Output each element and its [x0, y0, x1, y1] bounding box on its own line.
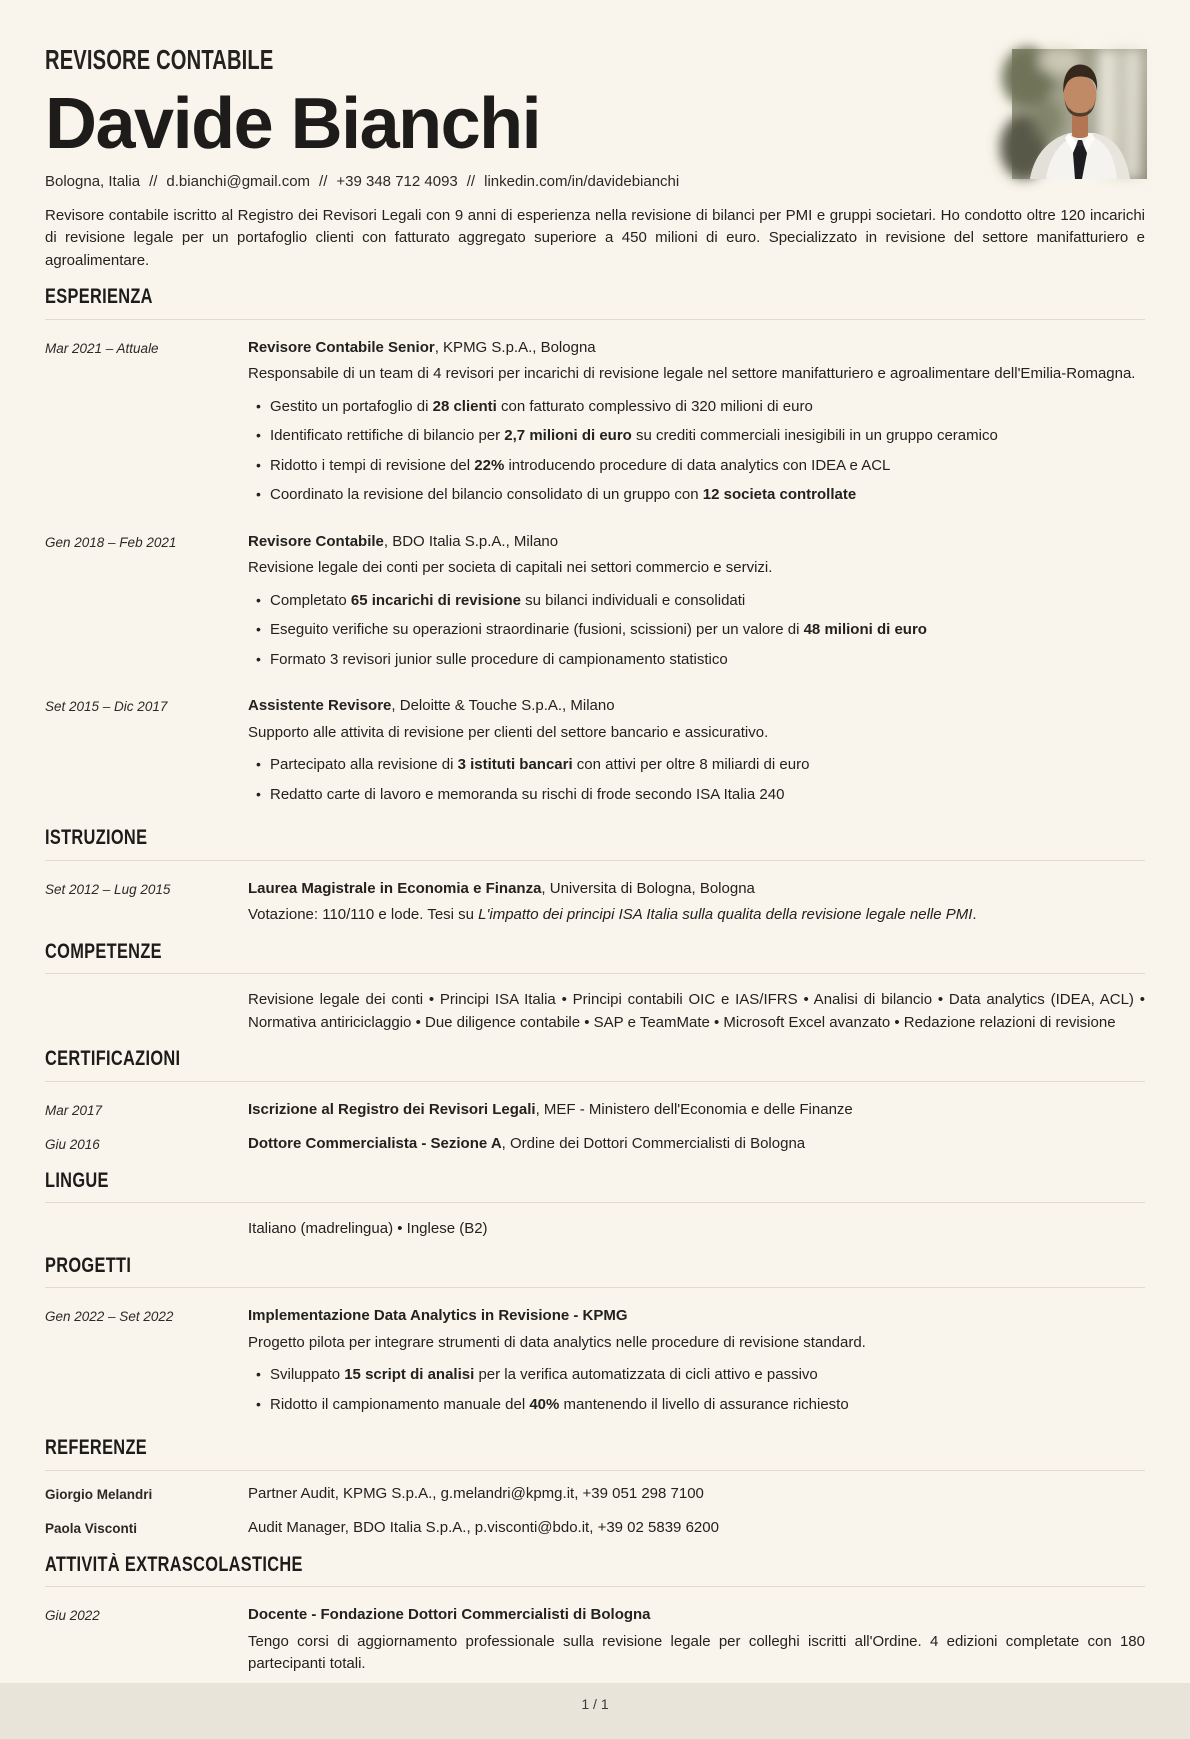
entry-description: Revisione legale dei conti per societa di capitali nei settori commercio e servizi.: [248, 559, 773, 576]
bullet-item: • Coordinato la revisione del bilancio consolidato di un gruppo con 12 societa controllate: [270, 484, 1145, 507]
entry-heading: Dottore Commercialista - Sezione A, Ordine dei Dottori Commercialisti di Bologna: [248, 1135, 806, 1152]
entry-date: Set 2012 – Lug 2015: [45, 881, 171, 897]
profile-photo: [1012, 49, 1147, 179]
entry-description: Progetto pilota per integrare strumenti di data analytics nelle procedure di revisione standard.: [248, 1333, 866, 1351]
contact-location: Bologna, Italia: [45, 173, 141, 190]
section-title: COMPETENZE: [45, 939, 162, 963]
section-title: PROGETTI: [45, 1253, 132, 1277]
candidate-name: Davide Bianchi: [45, 84, 541, 164]
bullet-item: • Identificato rettifiche di bilancio per 2,7 milioni di euro su crediti commerciali inesigibili in un gruppo ceramico: [270, 425, 1145, 448]
reference-detail: Partner Audit, KPMG S.p.A., g.melandri@kpmg.it, +39 051 298 7100: [248, 1484, 704, 1502]
entry-heading: Revisore Contabile, BDO Italia S.p.A., Milano: [248, 532, 559, 550]
section-title: ISTRUZIONE: [45, 826, 148, 849]
bullet-item: • Ridotto i tempi di revisione del 22% introducendo procedure di data analytics con IDEA e ACL: [270, 455, 1145, 478]
reference-detail: Audit Manager, BDO Italia S.p.A., p.visconti@bdo.it, +39 02 5839 6200: [248, 1519, 719, 1536]
certification-entry: [45, 1133, 1145, 1156]
entry-date: Set 2015 – Dic 2017: [45, 699, 168, 714]
section-title: ESPERIENZA: [45, 285, 153, 308]
section-progetti: [45, 1255, 1145, 1424]
portrait-illustration: [1012, 49, 1147, 179]
bullet-item: • Eseguito verifiche su operazioni straordinarie (fusioni, scissioni) per un valore di 48 milioni di euro: [270, 619, 1145, 642]
resume-header: [45, 46, 1145, 272]
entry-heading: Revisore Contabile Senior, KPMG S.p.A., Bologna: [248, 338, 596, 356]
contact-linkedin: linkedin.com/in/davidebianchi: [484, 173, 680, 190]
section-istruzione: [45, 827, 1145, 927]
section-title: CERTIFICAZIONI: [45, 1047, 181, 1070]
certification-entry: [45, 1099, 1145, 1122]
entry-description: Responsabile di un team di 4 revisori per incarichi di revisione legale nel settore manifatturiero e agroalimentare dell'Emilia-Romagna.: [248, 365, 1136, 382]
entry-date: Mar 2017: [45, 1102, 103, 1118]
project-entry: [45, 1305, 1145, 1423]
bullet-item: • Formato 3 revisori junior sulle procedure di campionamento statistico: [270, 649, 1145, 672]
entry-heading: Laurea Magistrale in Economia e Finanza, Universita di Bologna, Bologna: [248, 879, 755, 897]
section-title: ATTIVITÀ EXTRASCOLASTICHE: [45, 1552, 303, 1576]
professional-summary: Revisore contabile iscritto al Registro dei Revisori Legali con 9 anni di esperienza nella revisione di bilanci per PMI e gruppi societari. Ho condotto oltre 120 incarichi di revisione legale per un portafoglio clienti con fatturato aggregato superiore a 450 milioni di euro. Specializzato in revisione del settore manifatturiero e agroalimentare.: [45, 206, 1145, 269]
bullet-item: • Gestito un portafoglio di 28 clienti con fatturato complessivo di 320 milioni di euro: [270, 396, 1145, 419]
section-competenze: [45, 941, 1145, 1035]
contact-separator: //: [149, 173, 158, 190]
section-lingue: [45, 1170, 1145, 1241]
reference-name: Giorgio Melandri: [45, 1486, 153, 1502]
entry-heading: Assistente Revisore, Deloitte & Touche S.p.A., Milano: [248, 697, 615, 714]
job-title-overline: REVISORE CONTABILE: [45, 44, 274, 75]
entry-description: Tengo corsi di aggiornamento professionale sulla revisione legale per colleghi iscritti all'Ordine. 4 edizioni completate con 180 partecipanti totali.: [248, 1632, 1145, 1672]
languages-list: Italiano (madrelingua) • Inglese (B2): [248, 1220, 488, 1237]
entry-description: Supporto alle attivita di revisione per clienti del settore bancario e assicurativo.: [248, 723, 769, 741]
entry-description: Votazione: 110/110 e lode. Tesi su L'impatto dei principi ISA Italia sulla qualita della revisione legale nelle PMI.: [248, 906, 977, 923]
bullet-item: • Redatto carte di lavoro e memoranda su rischi di frode secondo ISA Italia 240: [270, 784, 1145, 807]
section-title: LINGUE: [45, 1168, 109, 1192]
section-title: REFERENZE: [45, 1436, 148, 1459]
bullet-item: • Sviluppato 15 script di analisi per la verifica automatizzata di cicli attivo e passivo: [270, 1364, 1145, 1387]
section-attivita-extrascolastiche: [45, 1554, 1145, 1676]
reference-entry: [45, 1483, 1145, 1506]
entry-date: Giu 2016: [45, 1137, 100, 1152]
contact-email: d.bianchi@gmail.com: [166, 173, 311, 190]
skills-list: Revisione legale dei conti • Principi ISA Italia • Principi contabili OIC e IAS/IFRS • Analisi di bilancio • Data analytics (IDEA, ACL) • Normativa antiriciclaggio • Due diligence contabile • SAP e TeamMate • Microsoft Excel avanzato • Redazione relazioni di revisione: [248, 991, 1145, 1031]
section-referenze: [45, 1437, 1145, 1540]
page-footer: [45, 1676, 1145, 1739]
reference-name: Paola Visconti: [45, 1521, 138, 1536]
reference-entry: [45, 1517, 1145, 1540]
section-certificazioni: [45, 1048, 1145, 1156]
bullet-item: • Partecipato alla revisione di 3 istituti bancari con attivi per oltre 8 miliardi di euro: [270, 754, 1145, 777]
experience-entry: [45, 531, 1145, 679]
entry-date: Giu 2022: [45, 1608, 100, 1623]
bullet-item: • Completato 65 incarichi di revisione su bilanci individuali e consolidati: [270, 590, 1145, 613]
bullet-item: • Ridotto il campionamento manuale del 40% mantenendo il livello di assurance richiesto: [270, 1394, 1145, 1417]
page-indicator: 1 / 1: [581, 1695, 609, 1712]
entry-heading: Implementazione Data Analytics in Revisione - KPMG: [248, 1307, 628, 1324]
contact-separator: //: [466, 173, 476, 190]
entry-date: Gen 2018 – Feb 2021: [45, 534, 177, 550]
contact-separator: //: [319, 173, 328, 190]
entry-date: Gen 2022 – Set 2022: [45, 1309, 174, 1324]
contact-line: [45, 171, 1145, 194]
activity-entry: [45, 1604, 1145, 1676]
experience-entry: [45, 337, 1145, 514]
entry-heading: Iscrizione al Registro dei Revisori Legali, MEF - Ministero dell'Economia e delle Finanze: [248, 1100, 853, 1118]
entry-heading: Docente - Fondazione Dottori Commercialisti di Bologna: [248, 1606, 651, 1623]
education-entry: [45, 878, 1145, 927]
entry-date: Mar 2021 – Attuale: [45, 340, 159, 356]
experience-entry: [45, 695, 1145, 813]
contact-phone: +39 348 712 4093: [336, 173, 458, 190]
section-esperienza: [45, 286, 1145, 813]
